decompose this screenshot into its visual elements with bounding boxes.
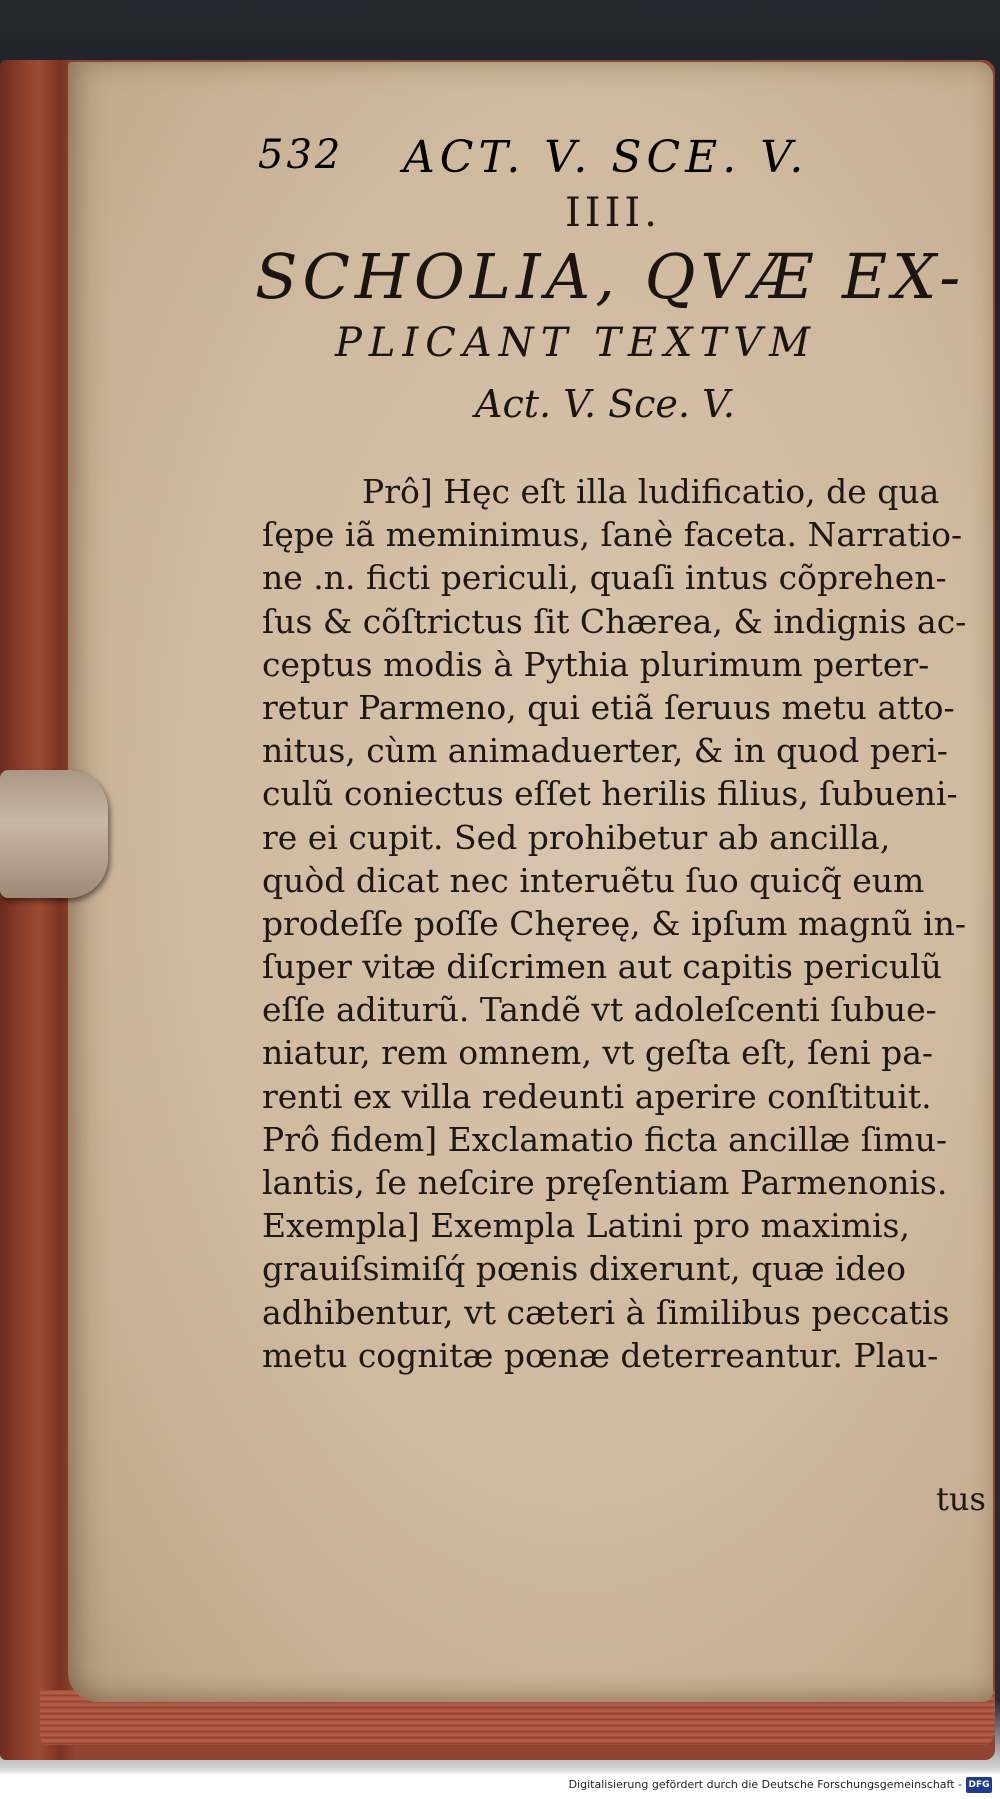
text-line: adhibentur, vt cæteri à ſimilibus peccatis [262,1292,950,1332]
text-line: ſuper vitæ diſcrimen aut capitis periculũ [262,947,942,987]
text-line: nitus, cùm animaduerter, & in quod peri- [262,731,948,771]
body-text [262,470,992,1377]
catchword: tus [936,1480,986,1518]
page-number: 532 [258,132,344,178]
section-subheading: PLICANT TEXTVM [335,320,818,366]
text-line: Prô] Hęc eſt illa ludificatio, de qua [362,472,940,511]
section-reference: Act. V. Sce. V. [475,382,735,426]
text-line: prodeſſe poſſe Chęreę, & ipſum magnũ in- [262,903,966,943]
section-number: IIII. [565,190,661,236]
section-heading: SCHOLIA, QVÆ EX- [255,240,966,313]
running-head-title: ACT. V. SCE. V. [403,132,809,183]
running-head [258,132,898,192]
text-line: ſus & cõſtrictus ſit Chærea, & indignis ac- [262,601,967,641]
text-line: ſępe iã meminimus, ſanè faceta. Narratio- [262,515,963,555]
text-line: grauiſsimiſq́ pœnis dixerunt, quæ ideo [262,1249,907,1289]
text-line: Prô fidem] Exclamatio ficta ancillæ ſimu- [262,1119,948,1159]
book-clasp [0,770,108,898]
text-line: ne .n. ficti periculi, quaſi intus cõprehen- [262,558,947,598]
text-line: quòd dicat nec interuẽtu ſuo quicq̃ eum [262,860,925,900]
text-line: retur Parmeno, qui etiã ſeruus metu atto- [262,687,955,727]
text-line: lantis, ſe neſcire pręſentiam Parmenonis. [262,1163,948,1202]
text-line: renti ex villa redeunti aperire conſtituit. [262,1076,932,1116]
text-line: metu cognitæ pœnæ deterreantur. Plau- [262,1335,939,1375]
text-line: re ei cupit. Sed prohibetur ab ancilla, [262,817,891,857]
text-line: culũ coniectus eſſet herilis filius, ſubueni- [262,774,958,814]
text-line: niatur, rem omnem, vt geſta eſt, ſeni pa- [262,1033,934,1073]
text-line: eſſe aditurũ. Tandẽ vt adoleſcenti ſubue- [262,990,937,1030]
text-line: ceptus modis à Pythia plurimum perter- [262,644,930,684]
dfg-logo: DFG [966,1777,992,1793]
text-line: Exempla] Exempla Latini pro maximis, [262,1206,910,1246]
footer-credit: Digitalisierung gefördert durch die Deutsche Forschungsgemeinschaft - [568,1778,962,1791]
